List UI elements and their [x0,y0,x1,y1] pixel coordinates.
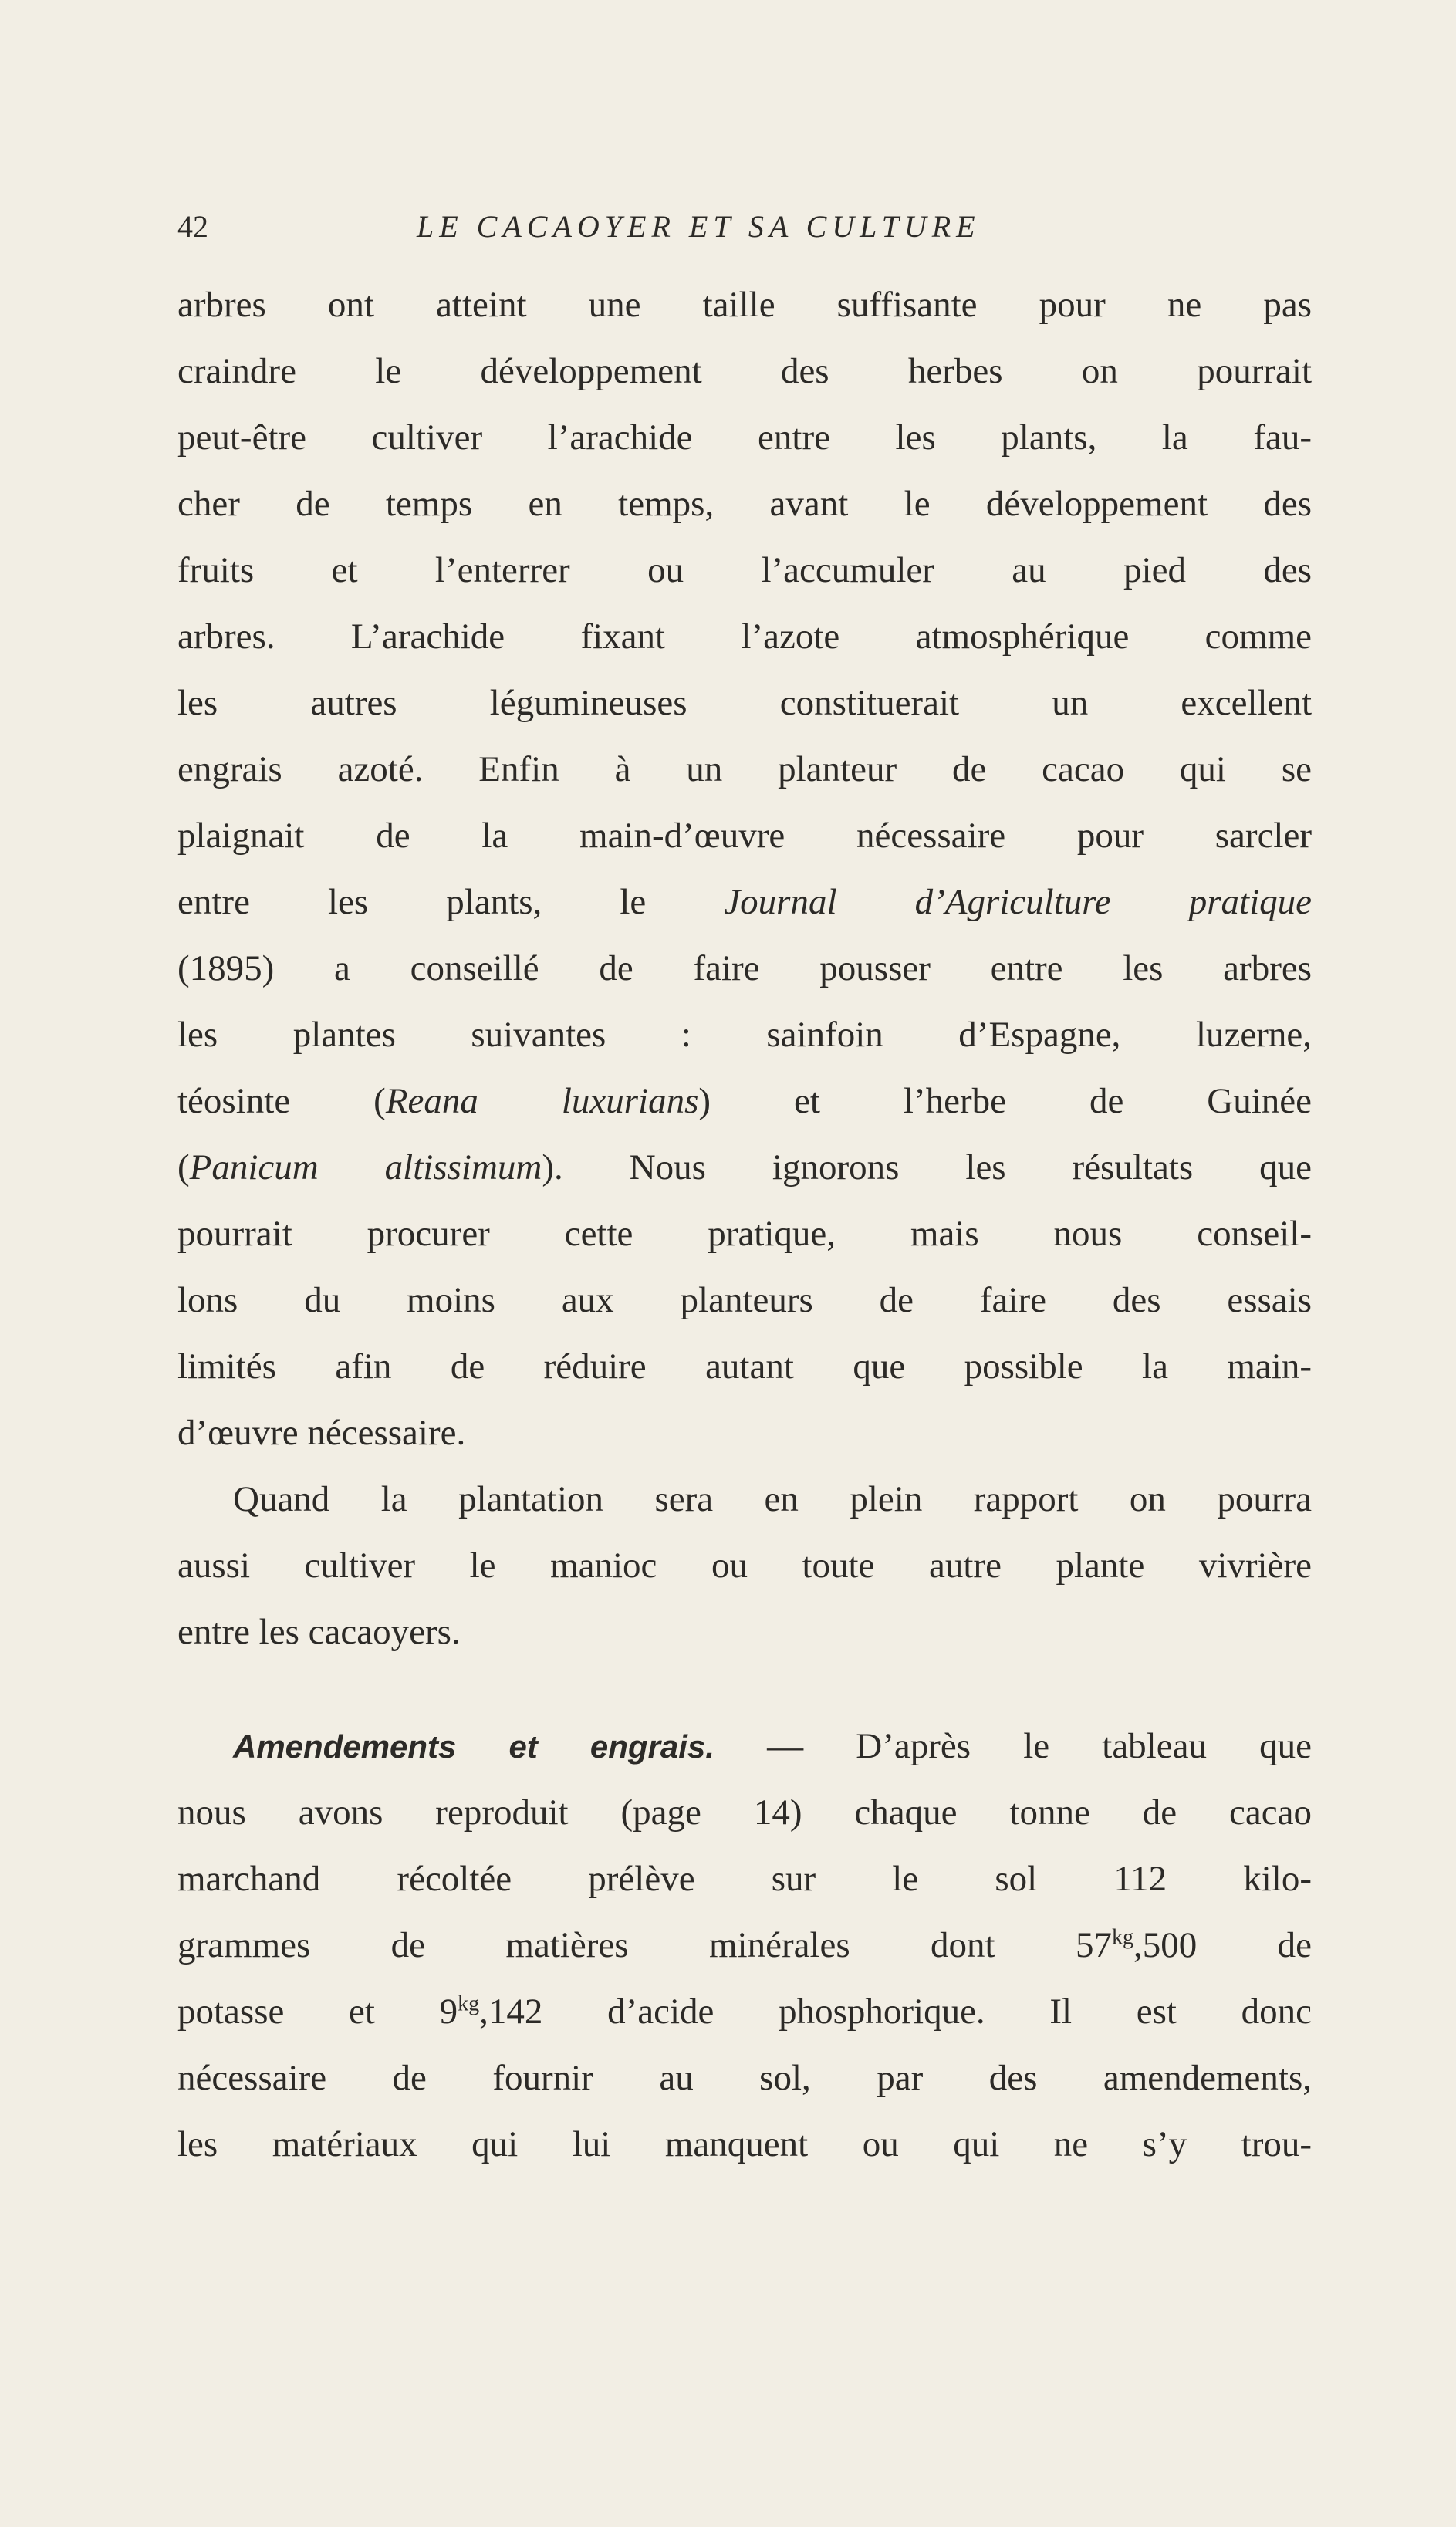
running-head [177,208,1312,255]
journal-title: Journal d’Agriculture pratique [724,882,1312,922]
text-run: ). Nous ignorons les résultats que [542,1147,1312,1187]
text-line [177,869,1312,935]
text-line: cher de temps en temps, avant le développement des [177,484,1312,524]
text-line: peut-être cultiver l’arachide entre les plants, la fau- [177,417,1312,458]
text-run: entre les plants, le [177,882,725,922]
text-run: ,500 de [1133,1925,1312,1965]
unit-superscript: kg [458,1992,480,2016]
text-line: arbres ont atteint une taille suffisante pour ne pas [177,285,1312,325]
text-run: ) et l’herbe de Guinée [698,1081,1312,1121]
text-line: d’œuvre nécessaire. [177,1413,466,1453]
text-line: Quand la plantation sera en plein rapport on pourra [233,1479,1312,1519]
text-line: engrais azoté. Enfin à un planteur de cacao qui se [177,749,1312,789]
text-line [177,1978,1312,2045]
text-line [177,1713,1312,1779]
text-run: ( [177,1147,190,1187]
text-line: lons du moins aux planteurs de faire des essais [177,1280,1312,1320]
text-line: (1895) a conseillé de faire pousser entre les arbres [177,948,1312,988]
text-line: pourrait procurer cette pratique, mais nous conseil- [177,1214,1312,1254]
text-run: grammes de matières minérales dont 57 [177,1925,1112,1965]
section-gap [177,1665,1312,1713]
paragraph-manioc [177,1466,1312,1665]
text-line: nous avons reproduit (page 14) chaque tonne de cacao [177,1792,1312,1833]
unit-superscript: kg [1111,1925,1133,1950]
text-line [177,1134,1312,1201]
text-line: craindre le développement des herbes on pourrait [177,351,1312,391]
paragraph-cultures-intercalaires [177,272,1312,1466]
text-run: téosinte ( [177,1081,386,1121]
section-heading: Amendements et engrais. [233,1728,714,1765]
text-line: les matériaux qui lui manquent ou qui ne s’y trou- [177,2124,1312,2164]
text-line: nécessaire de fournir au sol, par des amendements, [177,2058,1312,2098]
scientific-name: Panicum altissimum [189,1147,542,1187]
text-line: les plantes suivantes : sainfoin d’Espagne, luzerne, [177,1015,1312,1055]
running-title: LE CACAOYER ET SA CULTURE [417,209,981,244]
text-line: les autres légumineuses constituerait un excellent [177,683,1312,723]
text-run: ,142 d’acide phosphorique. Il est donc [479,1992,1312,2032]
text-line: marchand récoltée prélève sur le sol 112 kilo- [177,1859,1312,1899]
section-amendements [177,1713,1312,2177]
scientific-name: Reana luxurians [385,1081,699,1121]
text-line: arbres. L’arachide fixant l’azote atmosphérique comme [177,617,1312,657]
text-line: fruits et l’enterrer ou l’accumuler au pied des [177,550,1312,590]
text-line: entre les cacaoyers. [177,1612,461,1652]
text-run: — D’après le tableau que [714,1726,1312,1766]
page-number: 42 [177,209,208,244]
body-text [177,272,1312,2177]
text-line [177,1912,1312,1978]
text-line: aussi cultiver le manioc ou toute autre plante vivrière [177,1546,1312,1586]
text-run: potasse et 9 [177,1992,458,2032]
text-line: plaignait de la main-d’œuvre nécessaire pour sarcler [177,816,1312,856]
text-line [177,1068,1312,1134]
text-line: limités afin de réduire autant que possible la main- [177,1346,1312,1387]
